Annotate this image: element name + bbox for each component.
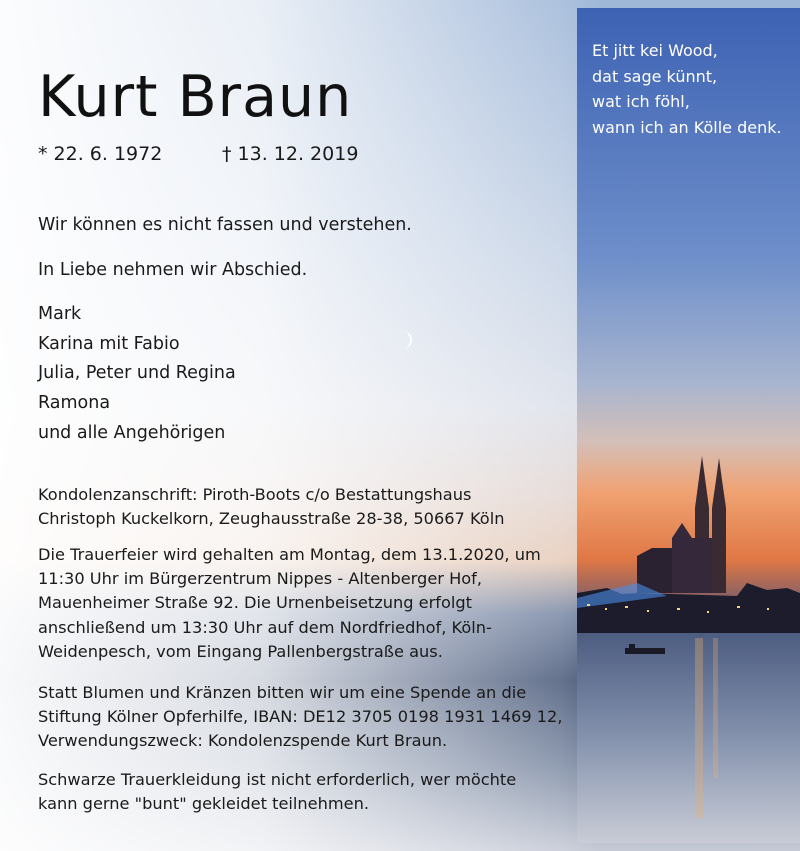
family-member: Mark <box>38 304 82 324</box>
poem-line: Et jitt kei Wood, <box>592 41 718 60</box>
text-line: 11:30 Uhr im Bürgerzentrum Nippes - Altenberger Hof, <box>38 569 483 589</box>
family-member: Julia, Peter und Regina <box>38 363 236 384</box>
text-line: Statt Blumen und Kränzen bitten wir um eine Spende an die <box>38 683 527 702</box>
poem-line: wann ich an Kölle denk. <box>592 117 782 137</box>
poem-line: wat ich föhl, <box>592 92 690 112</box>
family-list <box>38 300 236 449</box>
text-line: Schwarze Trauerkleidung ist nicht erforderlich, wer möchte <box>38 770 517 789</box>
crescent-moon-icon <box>398 330 412 350</box>
poem <box>592 38 782 140</box>
condolence-address <box>38 483 573 531</box>
donation-info <box>38 681 573 754</box>
text-line: Christoph Kuckelkorn, Zeughausstraße 28-38, 50667 Köln <box>38 509 505 529</box>
text-line: Verwendungszweck: Kondolenzspende Kurt Braun. <box>38 731 448 751</box>
death-date: † 13. 12. 2019 <box>222 143 359 165</box>
text-line: Stiftung Kölner Opferhilfe, IBAN: DE12 3705 0198 1931 1469 12, <box>38 707 563 727</box>
family-member: Ramona <box>38 393 111 414</box>
poem-line: dat sage künnt, <box>592 66 718 86</box>
family-member: Karina mit Fabio <box>38 333 180 354</box>
family-member: und alle Angehörigen <box>38 422 226 443</box>
ceremony-info <box>38 543 573 664</box>
lead-line: Wir können es nicht fassen und verstehen. <box>38 215 412 235</box>
dresscode-info <box>38 768 573 816</box>
birth-date: * 22. 6. 1972 <box>38 143 163 165</box>
text-line: anschließend um 13:30 Uhr auf dem Nordfriedhof, Köln- <box>38 617 492 637</box>
text-line: Die Trauerfeier wird gehalten am Montag, dem 13.1.2020, um <box>38 545 541 564</box>
lead-line: In Liebe nehmen wir Abschied. <box>38 260 308 280</box>
text-line: kann gerne "bunt" gekleidet teilnehmen. <box>38 794 370 814</box>
text-line: Weidenpesch, vom Eingang Pallenbergstraße aus. <box>38 641 443 661</box>
text-line: Mauenheimer Straße 92. Die Urnenbeisetzung erfolgt <box>38 593 473 613</box>
deceased-name: Kurt Braun <box>38 64 353 130</box>
text-line: Kondolenzanschrift: Piroth-Boots c/o Bestattungshaus <box>38 485 472 504</box>
